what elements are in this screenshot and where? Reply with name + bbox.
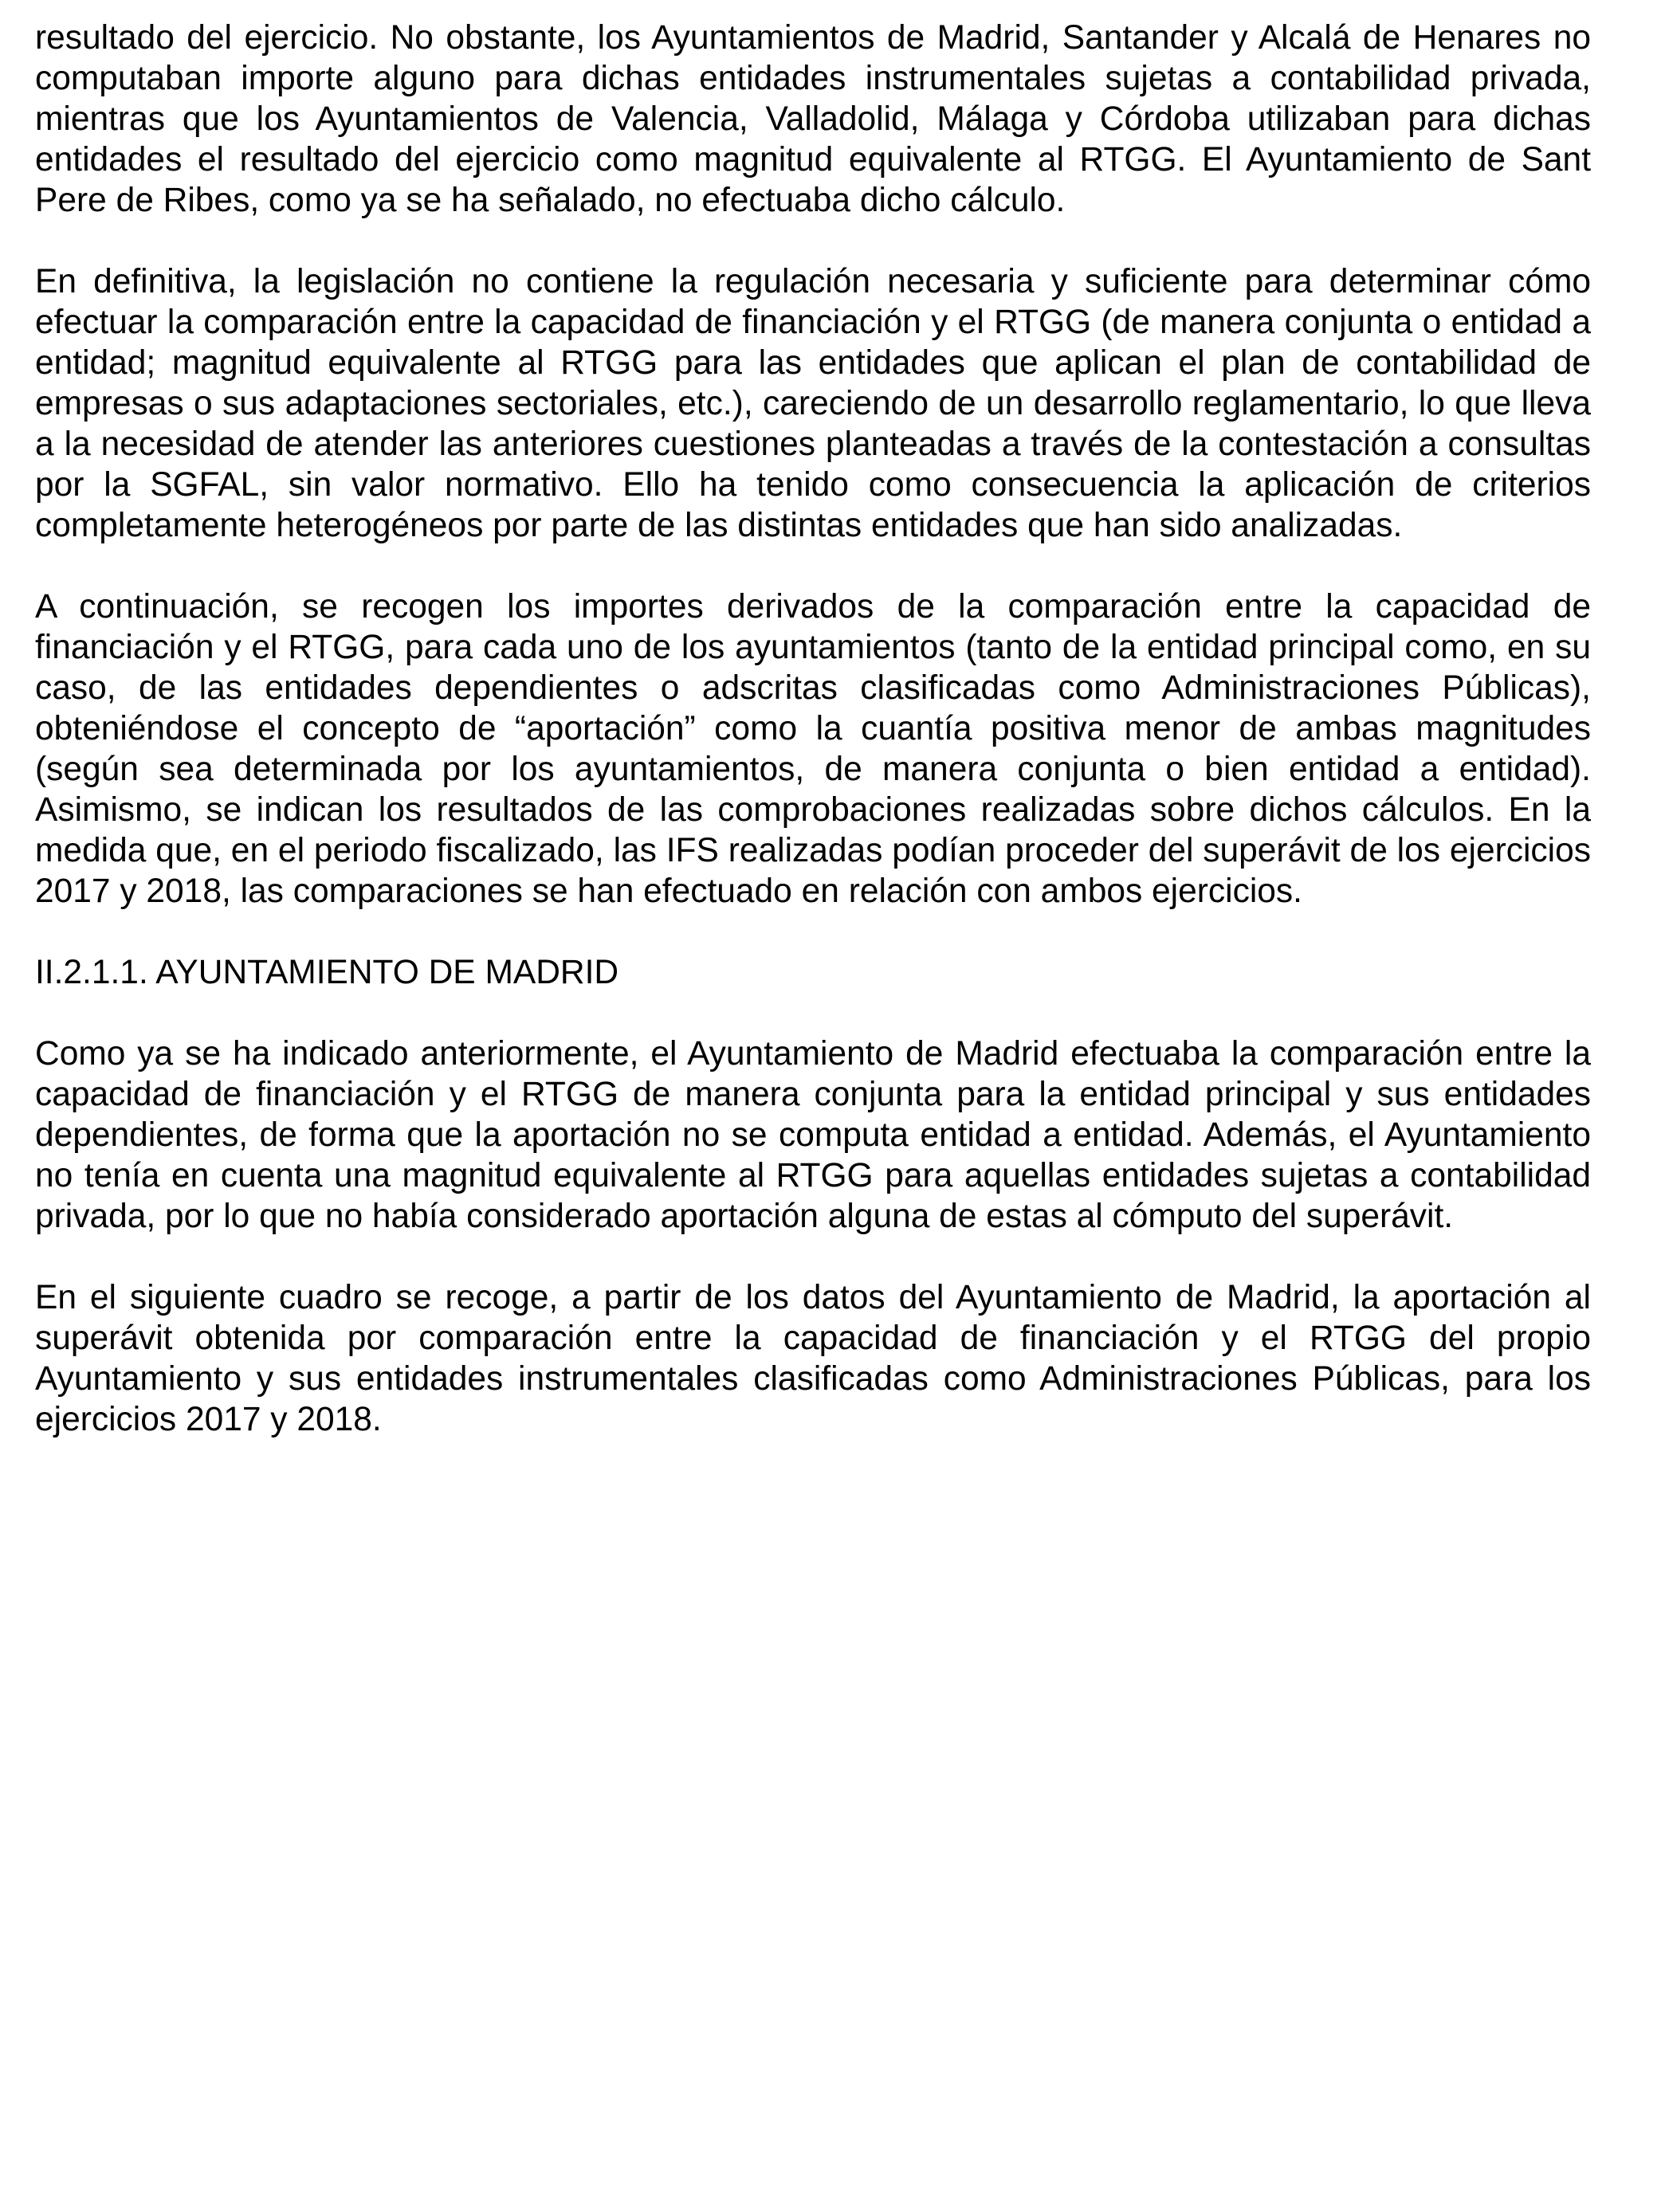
paragraph-criterios-entidades: resultado del ejercicio. No obstante, los Ayuntamientos de Madrid, Santander y Alcalá de Henares no computaban importe alguno para dichas entidades instrumentales sujetas a contabilidad privada, mientras que los Ayuntamientos de Valencia, Valladolid, Málaga y Córdoba utilizaban para dichas entidades el resultado del ejercicio como magnitud equivalente al RTGG. El Ayuntamiento de Sant Pere de Ribes, como ya se ha señalado, no efectuaba dicho cálculo. bbox=[35, 19, 1591, 219]
section-heading: II.2.1.1. AYUNTAMIENTO DE MADRID bbox=[35, 954, 619, 991]
paragraph-en-definitiva: En definitiva, la legislación no contiene la regulación necesaria y suficiente para determinar cómo efectuar la comparación entre la capacidad de financiación y el RTGG (de manera conjunta o entidad a entidad; magnitud equivalente al RTGG para las entidades que aplican el plan de contabilidad de empresas o sus adaptaciones sectoriales, etc.), careciendo de un desarrollo reglamentario, lo que lleva a la necesidad de atender las anteriores cuestiones planteadas a través de la contestación a consultas por la SGFAL, sin valor normativo. Ello ha tenido como consecuencia la aplicación de criterios completamente heterogéneos por parte de las distintas entidades que han sido analizadas. bbox=[35, 263, 1591, 544]
paragraph-como-ya-se-ha-indicado: Como ya se ha indicado anteriormente, el Ayuntamiento de Madrid efectuaba la comparación entre la capacidad de financiación y el RTGG de manera conjunta para la entidad principal y sus entidades dependientes, de forma que la aportación no se computa entidad a entidad. Además, el Ayuntamiento no tenía en cuenta una magnitud equivalente al RTGG para aquellas entidades sujetas a contabilidad privada, por lo que no había considerado aportación alguna de estas al cómputo del superávit. bbox=[35, 1035, 1591, 1235]
document-page bbox=[35, 18, 1591, 1481]
paragraph-a-continuacion: A continuación, se recogen los importes derivados de la comparación entre la capacidad de financiación y el RTGG, para cada uno de los ayuntamientos (tanto de la entidad principal como, en su caso, de las entidades dependientes o adscritas clasificadas como Administraciones Públicas), obteniéndose el concepto de “aportación” como la cuantía positiva menor de ambas magnitudes (según sea determinada por los ayuntamientos, de manera conjunta o bien entidad a entidad). Asimismo, se indican los resultados de las comprobaciones realizadas sobre dichos cálculos. En la medida que, en el periodo fiscalizado, las IFS realizadas podían proceder del superávit de los ejercicios 2017 y 2018, las comparaciones se han efectuado en relación con ambos ejercicios. bbox=[35, 588, 1591, 910]
paragraph-siguiente-cuadro: En el siguiente cuadro se recoge, a partir de los datos del Ayuntamiento de Madrid, la aportación al superávit obtenida por comparación entre la capacidad de financiación y el RTGG del propio Ayuntamiento y sus entidades instrumentales clasificadas como Administraciones Públicas, para los ejercicios 2017 y 2018. bbox=[35, 1279, 1591, 1438]
